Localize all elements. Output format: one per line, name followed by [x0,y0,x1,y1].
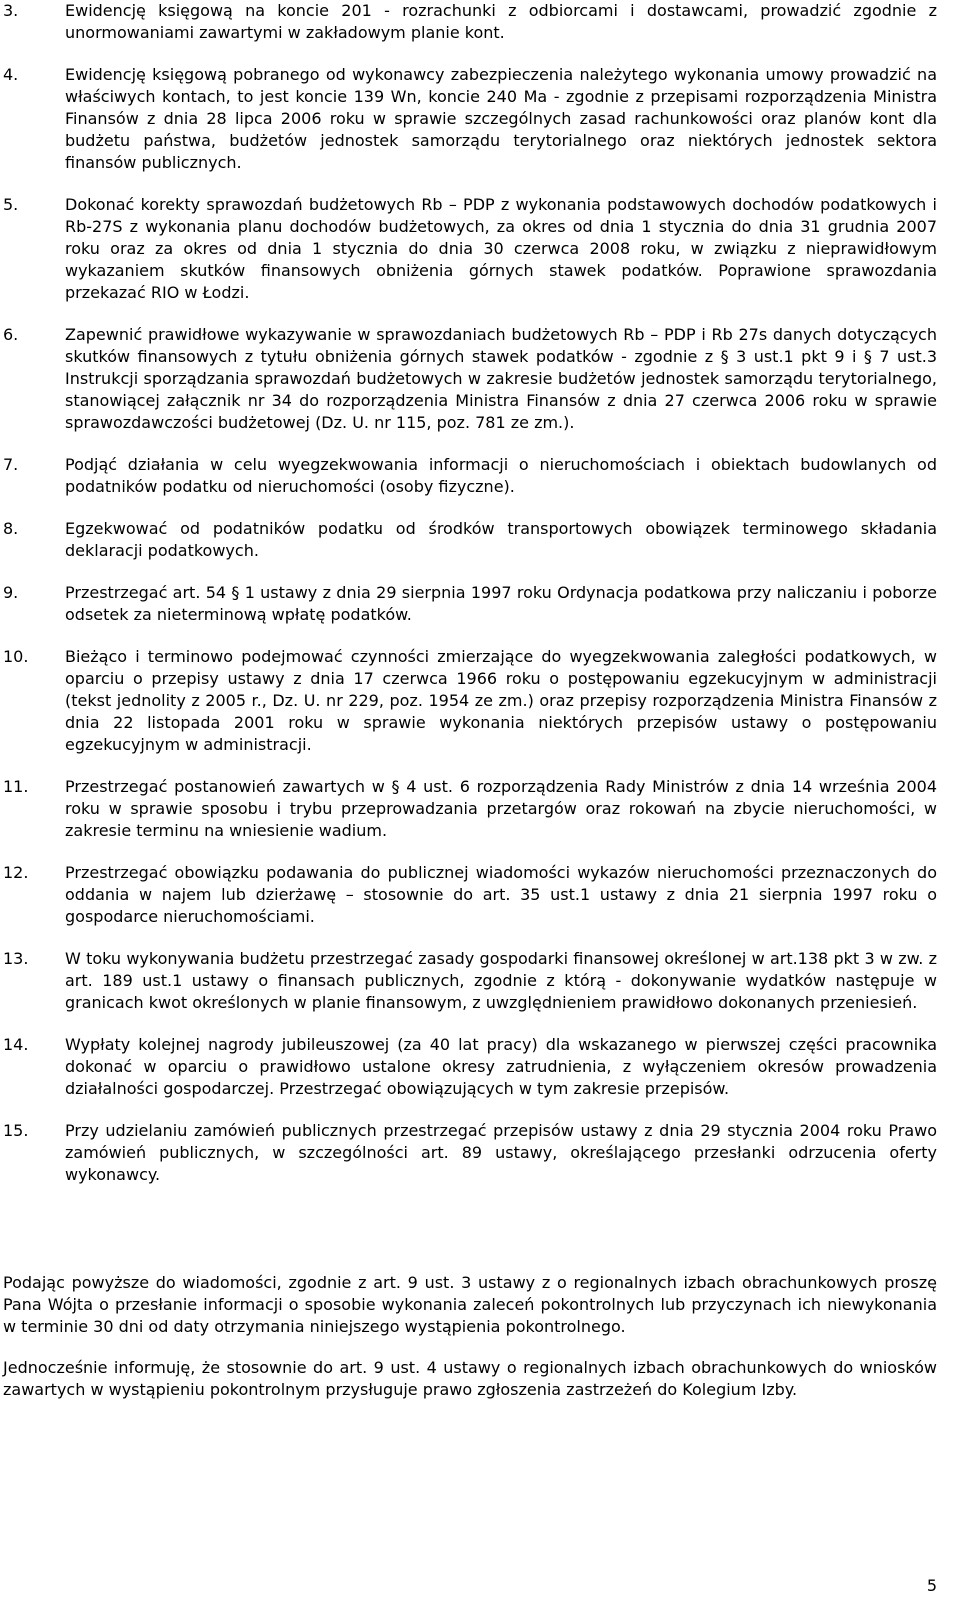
item-text: Ewidencję księgową na koncie 201 - rozrachunki z odbiorcami i dostawcami, prowadzić zgodnie z unormowaniami zawartymi w zakładowym planie kont. [65,1,937,42]
item-number: 13. [3,949,29,968]
item-text: Zapewnić prawidłowe wykazywanie w sprawozdaniach budżetowych Rb – PDP i Rb 27s danych dotyczących skutków finansowych z tytułu obniżenia górnych stawek podatków - zgodnie z § 3 ust.1 pkt 9 i § 7 ust.3 Instrukcji sporządzania sprawozdań budżetowych w zakresie budżetów jednostek samorządu terytorialnego, stanowiącej załącznik nr 34 do rozporządzenia Ministra Finansów z dnia 27 czerwca 2006 roku w sprawie sprawozdawczości budżetowej (Dz. U. nr 115, poz. 781 ze zm.). [65,325,937,432]
list-item [3,776,937,842]
list-item [3,1120,937,1186]
recommendations-list [3,0,937,1186]
list-item [3,454,937,498]
item-text: Bieżąco i terminowo podejmować czynności zmierzające do wyegzekwowania zaległości podatkowych, w oparciu o przepisy ustawy z dnia 17 czerwca 1966 roku o postępowaniu egzekucyjnym w administracji (tekst jednolity z 2005 r., Dz. U. nr 229, poz. 1954 ze zm.) oraz przepisy rozporządzenia Ministra Finansów z dnia 22 listopada 2001 roku w sprawie wykonania niektórych przepisów ustawy o postępowaniu egzekucyjnym w administracji. [65,647,937,754]
item-text: Egzekwować od podatników podatku od środków transportowych obowiązek terminowego składania deklaracji podatkowych. [65,519,937,560]
list-item [3,518,937,562]
item-text: Przestrzegać postanowień zawartych w § 4 ust. 6 rozporządzenia Rady Ministrów z dnia 14 września 2004 roku w sprawie sposobu i trybu przeprowadzania przetargów oraz rokowań na zbycie nieruchomości, w zakresie terminu na wniesienie wadium. [65,777,937,840]
item-text: Wypłaty kolejnej nagrody jubileuszowej (za 40 lat pracy) dla wskazanego w pierwszej części pracownika dokonać w oparciu o prawidłowo ustalone okresy zatrudnienia, z wyłączeniem okresów prowadzenia działalności gospodarczej. Przestrzegać obowiązujących w tym zakresie przepisów. [65,1035,937,1098]
item-text: Podjąć działania w celu wyegzekwowania informacji o nieruchomościach i obiektach budowlanych od podatników podatku od nieruchomości (osoby fizyczne). [65,455,937,496]
item-number: 10. [3,647,29,666]
closing-paragraph: Jednocześnie informuję, że stosownie do art. 9 ust. 4 ustawy o regionalnych izbach obrachunkowych do wniosków zawartych w wystąpieniu pokontrolnym przysługuje prawo zgłoszenia zastrzeżeń do Kolegium Izby. [3,1358,937,1399]
closing-paragraph: Podając powyższe do wiadomości, zgodnie z art. 9 ust. 3 ustawy z o regionalnych izbach obrachunkowych proszę Pana Wójta o przesłanie informacji o sposobie wykonania zaleceń pokontrolnych lub przyczynach ich niewykonania w terminie 30 dni od daty otrzymania niniejszego wystąpienia pokontrolnego. [3,1273,937,1336]
item-number: 3. [3,1,19,20]
item-text: Ewidencję księgową pobranego od wykonawcy zabezpieczenia należytego wykonania umowy prowadzić na właściwych kontach, to jest koncie 139 Wn, koncie 240 Ma - zgodnie z przepisami rozporządzenia Ministra Finansów z dnia 28 lipca 2006 roku w sprawie szczególnych zasad rachunkowości oraz planów kont dla budżetu państwa, budżetów jednostek samorządu terytorialnego oraz niektórych jednostek sektora finansów publicznych. [65,65,937,172]
item-number: 8. [3,519,19,538]
page-number: 5 [926,1576,937,1595]
item-number: 6. [3,325,19,344]
document-page [3,0,937,1206]
item-number: 12. [3,863,29,882]
item-number: 11. [3,777,29,796]
list-item [3,64,937,174]
list-item [3,0,937,44]
item-number: 9. [3,583,19,602]
item-text: Przestrzegać obowiązku podawania do publicznej wiadomości wykazów nieruchomości przeznaczonych do oddania w najem lub dzierżawę – stosownie do art. 35 ust.1 ustawy z dnia 21 sierpnia 1997 roku o gospodarce nieruchomościami. [65,863,937,926]
closing-section [3,1272,937,1420]
item-text: Przestrzegać art. 54 § 1 ustawy z dnia 29 sierpnia 1997 roku Ordynacja podatkowa przy naliczaniu i poborze odsetek za nieterminową wpłatę podatków. [65,583,937,624]
item-text: Przy udzielaniu zamówień publicznych przestrzegać przepisów ustawy z dnia 29 stycznia 2004 roku Prawo zamówień publicznych, w szczególności art. 89 ustawy, określającego przesłanki odrzucenia oferty wykonawcy. [65,1121,937,1184]
list-item [3,194,937,304]
item-number: 14. [3,1035,29,1054]
item-number: 5. [3,195,19,214]
list-item [3,646,937,756]
item-number: 4. [3,65,19,84]
item-text: Dokonać korekty sprawozdań budżetowych Rb – PDP z wykonania podstawowych dochodów podatkowych i Rb-27S z wykonania planu dochodów budżetowych, za okres od dnia 1 stycznia do dnia 31 grudnia 2007 roku oraz za okres od dnia 1 stycznia do dnia 30 czerwca 2008 roku, w związku z nieprawidłowym wykazaniem skutków finansowych obniżenia górnych stawek podatków. Poprawione sprawozdania przekazać RIO w Łodzi. [65,195,937,302]
item-number: 7. [3,455,19,474]
list-item [3,862,937,928]
item-number: 15. [3,1121,29,1140]
item-text: W toku wykonywania budżetu przestrzegać zasady gospodarki finansowej określonej w art.138 pkt 3 w zw. z art. 189 ust.1 ustawy o finansach publicznych, zgodnie z którą - dokonywanie wydatków następuje w granicach kwot określonych w planie finansowym, z uwzględnieniem prawidłowo dokonanych przeniesień. [65,949,937,1012]
list-item [3,1034,937,1100]
list-item [3,324,937,434]
list-item [3,582,937,626]
list-item [3,948,937,1014]
